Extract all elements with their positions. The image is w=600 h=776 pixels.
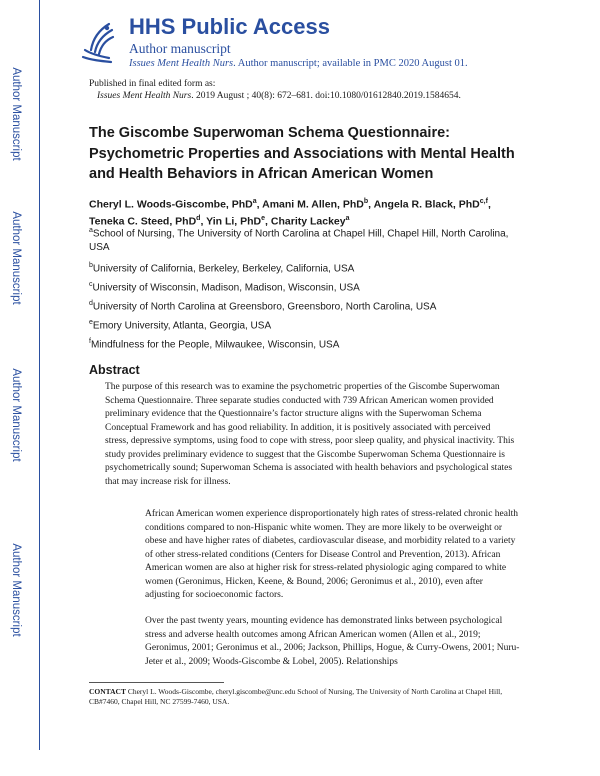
- affiliation: $^c$University of Wisconsin, Madison, Madison, Wisconsin, USA: [89, 281, 360, 294]
- sidebar-rule: [39, 0, 40, 750]
- abstract-text: The purpose of this research was to examine the psychometric properties of the Giscombe Superwoman Schema Questionnaire. Three separate studies conducted with 739 African American women provided preliminary evidence that the Questionnaire’s factor structure aligns with the Superwoman Schema Conceptual Framework and has good reliability. In addition, it is positively associated with perceived stress, depressive symptoms, using food to cope with stress, poor sleep quality, and physical inactivity. This study provides preliminary evidence to suggest that the Giscombe Superwoman Schema Questionnaire is psychometrically sound; Superwoman Schema is associated with health behaviors and psychological states that may increase risk for illness.: [105, 382, 515, 487]
- publication-citation: Issues Ment Health Nurs. 2019 August ; 40(8): 672–681. doi:10.1080/01612840.2019.1584654.: [97, 91, 461, 101]
- author-name: Angela R. Black, PhD: [373, 198, 480, 211]
- body-paragraph: Over the past twenty years, mounting evidence has demonstrated links between psychological stress and adverse health outcomes among African American women (Allen et al., 2019; Geronimus, 2001; Geronimus et al., 2006; Jackson, Phillips, Hogue, & Curry-Owens, 2001; Nuru-Jeter et al., 2009; Woods-Giscombe & Lobel, 2005). Relationships: [145, 616, 520, 667]
- sidebar-label: Author Manuscript: [10, 67, 22, 161]
- author-manuscript-label: Author manuscript: [129, 41, 231, 56]
- abstract-heading: Abstract: [89, 363, 140, 377]
- affiliation: $^f$Mindfulness for the People, Milwaukee, Wisconsin, USA: [89, 338, 340, 351]
- body-paragraph: African American women experience disproportionately high rates of stress-related chronic health conditions compared to non-Hispanic white women. They are more likely to be overweight or obese and have higher rates of diabetes, cardiovascular disease, and morbidity related to a variety of other stress-related conditions (Centers for Disease Control and Prevention, 2013). African American women are also at higher risk for stress-related physiologic aging compared to white women (Geronimus, Hicken, Keene, & Bound, 2006; Geronimus et al., 2010), even after adjusting for socioeconomic factors.: [145, 509, 518, 600]
- author-name: Cheryl L. Woods-Giscombe, PhD: [89, 198, 253, 211]
- affiliation: $^b$University of California, Berkeley, Berkeley, California, USA: [89, 262, 355, 275]
- journal-availability: Issues Ment Health Nurs. Author manuscript; available in PMC 2020 August 01.: [129, 58, 468, 69]
- hhs-eagle-logo-icon: [79, 20, 115, 64]
- author-name: Amani M. Allen, PhD: [262, 198, 364, 211]
- author-list: Cheryl L. Woods-Giscombe, PhD$^a$, Amani M. Allen, PhD$^b$, Angela R. Black, PhD$^{c,f}$, Teneka C. Steed, PhD$^d$, Yin Li, PhD$^e$, Charity Lackey$^a$: [89, 198, 491, 227]
- author-name: Yin Li, PhD: [206, 215, 262, 227]
- affiliation: $^d$University of North Carolina at Greensboro, Greensboro, North Carolina, USA: [89, 300, 437, 313]
- author-name: Charity Lackey: [270, 215, 346, 227]
- sidebar-label: Author Manuscript: [10, 211, 22, 305]
- footnote-rule: [89, 682, 224, 683]
- affiliation: $^e$Emory University, Atlanta, Georgia, USA: [89, 319, 272, 332]
- contact-footnote: CONTACT Cheryl L. Woods-Giscombe, cheryl.giscombe@unc.edu School of Nursing, The University of North Carolina at Chapel Hill, CB#7460, Chapel Hill, NC 27599-7460, USA.: [89, 687, 503, 706]
- sidebar-label: Author Manuscript: [10, 543, 22, 637]
- sidebar-label: Author Manuscript: [10, 368, 22, 462]
- affiliation: $^a$School of Nursing, The University of North Carolina at Chapel Hill, Chapel Hill, North Carolina, USA: [89, 227, 509, 254]
- hhs-title: HHS Public Access: [129, 14, 330, 39]
- author-name: Teneka C. Steed, PhD: [89, 215, 197, 227]
- article-title: The Giscombe Superwoman Schema Questionnaire: Psychometric Properties and Associations with Mental Health and Health Behaviors in African American Women: [89, 125, 515, 182]
- published-label: Published in final edited form as:: [89, 79, 216, 89]
